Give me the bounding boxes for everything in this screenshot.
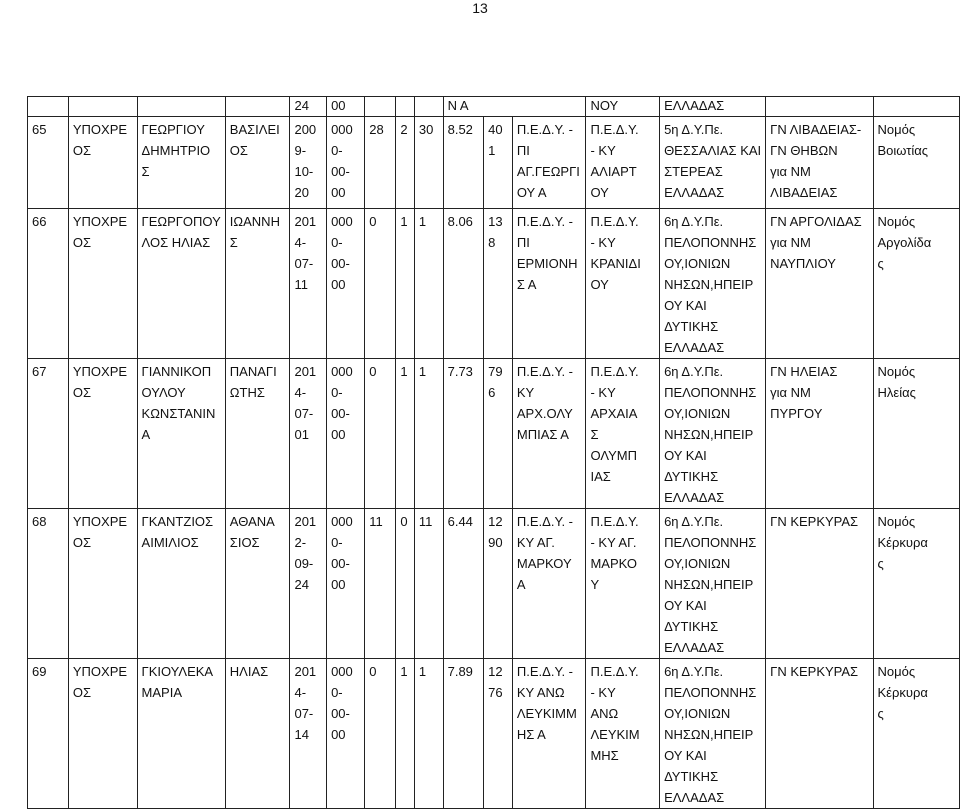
date-line: 07- [294, 406, 314, 421]
obligation-type [68, 359, 137, 509]
health-unit [586, 209, 660, 359]
score: 8.52 [443, 117, 484, 209]
health-unit-line: Π.Ε.Δ.Υ. [590, 214, 639, 229]
code-line: 000 [331, 214, 353, 229]
prefecture [873, 117, 959, 209]
continuation-cell [225, 97, 290, 117]
score: 8.06 [443, 209, 484, 359]
health-region-line: ΟΥ ΚΑΙ [664, 748, 707, 763]
rank [484, 117, 513, 209]
health-region-line: ΟΥ,ΙΟΝΙΩΝ [664, 556, 731, 571]
date-line: 11 [294, 277, 308, 292]
health-region-line: ΟΥ ΚΑΙ [664, 448, 707, 463]
rank-line: 40 [488, 122, 503, 137]
father-name [225, 209, 290, 359]
school-line: Σ Α [516, 277, 537, 292]
prefecture-line: Ηλείας [877, 385, 916, 400]
health-region-line: 6η Δ.Υ.Πε. [664, 364, 724, 379]
rank-line: 1 [488, 143, 496, 158]
rank-line: 90 [488, 535, 503, 550]
continuation-cell: 24 [290, 97, 327, 117]
health-region-line: ΠΕΛΟΠΟΝΝΗΣ [664, 535, 757, 550]
obligation-type-line: ΟΣ [72, 535, 92, 550]
value-3: 11 [414, 509, 443, 659]
code-line: 00- [331, 256, 350, 271]
health-region-line: ΔΥΤΙΚΗΣ [664, 469, 719, 484]
row-number-line: 65 [32, 122, 47, 137]
health-unit-line: - ΚΥ [590, 385, 616, 400]
health-unit [586, 659, 660, 809]
code-line: 00 [331, 577, 346, 592]
value-2: 2 [396, 117, 414, 209]
health-region-line: 5η Δ.Υ.Πε. [664, 122, 724, 137]
school-line: ΠΙ [516, 143, 530, 158]
health-unit-line: - ΚΥ [590, 143, 616, 158]
code-line: 000 [331, 664, 353, 679]
health-region-line: ΟΥ,ΙΟΝΙΩΝ [664, 406, 731, 421]
table-row [28, 509, 960, 659]
school [512, 359, 586, 509]
code-line: 0- [331, 685, 343, 700]
rank [484, 209, 513, 359]
health-region-line: ΔΥΤΙΚΗΣ [664, 319, 719, 334]
date [290, 209, 327, 359]
father-name-line: ΟΣ [229, 143, 248, 158]
surname-line: ΓΙΑΝΝΙΚΟΠ [141, 364, 212, 379]
hospital-line: για ΝΜ [770, 235, 811, 250]
health-region-line: 6η Δ.Υ.Πε. [664, 214, 724, 229]
health-unit-line: Π.Ε.Δ.Υ. [590, 122, 639, 137]
health-region [660, 209, 766, 359]
school-line: ΜΠΙΑΣ Α [516, 427, 569, 442]
school-line: ΜΑΡΚΟΥ [516, 556, 572, 571]
surname-line: ΔΗΜΗΤΡΙΟ [141, 143, 211, 158]
obligation-type [68, 659, 137, 809]
health-region-line: ΕΛΛΑΔΑΣ [664, 790, 725, 805]
health-region-line: ΝΗΣΩΝ,ΗΠΕΙΡ [664, 577, 754, 592]
row-number [28, 359, 69, 509]
health-unit-line: Π.Ε.Δ.Υ. [590, 514, 639, 529]
code-line: 00- [331, 556, 350, 571]
date-line: 10- [294, 164, 314, 179]
score: 6.44 [443, 509, 484, 659]
row-number-line: 68 [32, 514, 47, 529]
prefecture-line: Βοιωτίας [877, 143, 929, 158]
date-line: 09- [294, 556, 314, 571]
continuation-cell [873, 97, 959, 117]
school-line: ΗΣ Α [516, 727, 546, 742]
prefecture-line: ς [877, 256, 884, 271]
school-line: Π.Ε.Δ.Υ. - [516, 364, 573, 379]
father-name-line: ΩΤΗΣ [229, 385, 265, 400]
continuation-cell [68, 97, 137, 117]
hospital-line: ΠΥΡΓΟΥ [770, 406, 823, 421]
prefecture-line: ς [877, 706, 884, 721]
date-line: 24 [294, 577, 309, 592]
table-row [28, 359, 960, 509]
obligation-type [68, 117, 137, 209]
date-line: 2- [294, 535, 307, 550]
code-line: 00- [331, 706, 350, 721]
date-line: 9- [294, 143, 307, 158]
rank-line: 76 [488, 685, 503, 700]
health-region-line: ΠΕΛΟΠΟΝΝΗΣ [664, 235, 757, 250]
continuation-cell [396, 97, 414, 117]
school-line: ΚΥ ΑΓ. [516, 535, 555, 550]
date [290, 509, 327, 659]
prefecture-line: Νομός [877, 514, 916, 529]
date-line: 200 [294, 122, 317, 137]
row-number-line: 67 [32, 364, 47, 379]
obligation-type [68, 509, 137, 659]
code-line: 00- [331, 406, 350, 421]
school [512, 659, 586, 809]
health-region [660, 659, 766, 809]
hospital-line: ΓΝ ΗΛΕΙΑΣ [770, 364, 838, 379]
school [512, 509, 586, 659]
code-line: 00 [331, 727, 346, 742]
school-line: Π.Ε.Δ.Υ. - [516, 214, 573, 229]
code [327, 359, 365, 509]
date-line: 01 [294, 427, 309, 442]
value-1: 0 [365, 359, 396, 509]
health-region-line: ΘΕΣΣΑΛΙΑΣ ΚΑΙ [664, 143, 762, 158]
health-region [660, 359, 766, 509]
health-unit-line: ΑΡΧΑΙΑ [590, 406, 638, 421]
health-region-line: ΕΛΛΑΔΑΣ [664, 490, 725, 505]
school-line: Π.Ε.Δ.Υ. - [516, 122, 573, 137]
father-name-line: ΙΩΑΝΝΗ [229, 214, 280, 229]
prefecture-line: Νομός [877, 364, 916, 379]
hospital-line: ΓΝ ΛΙΒΑΔΕΙΑΣ- [770, 122, 862, 137]
hospital [766, 209, 873, 359]
continuation-cell [766, 97, 873, 117]
health-unit-line: ΜΗΣ [590, 748, 619, 763]
health-unit-line: ΛΕΥΚΙΜ [590, 727, 640, 742]
code-line: 0- [331, 143, 343, 158]
health-region [660, 509, 766, 659]
value-2: 1 [396, 359, 414, 509]
health-region-line: ΕΛΛΑΔΑΣ [664, 340, 725, 355]
hospital-line: ΓΝ ΚΕΡΚΥΡΑΣ [770, 514, 859, 529]
father-name [225, 509, 290, 659]
surname-line: Α [141, 427, 151, 442]
code-line: 0- [331, 385, 343, 400]
school [512, 117, 586, 209]
code-line: 00- [331, 164, 350, 179]
continuation-cell [365, 97, 396, 117]
table-row [28, 659, 960, 809]
surname [137, 509, 225, 659]
surname-line: ΓΕΩΡΓΙΟΥ [141, 122, 205, 137]
date [290, 659, 327, 809]
hospital-line: ΓΝ ΘΗΒΩΝ [770, 143, 838, 158]
school-line: Π.Ε.Δ.Υ. - [516, 514, 573, 529]
value-2: 1 [396, 209, 414, 359]
father-name-line: Σ [229, 235, 238, 250]
obligation-type-line: ΟΣ [72, 685, 92, 700]
school-line: Α [516, 577, 526, 592]
surname-line: ΚΩΝΣΤΑΝΙΝ [141, 406, 216, 421]
code-line: 00 [331, 185, 346, 200]
rank-line: 8 [488, 235, 496, 250]
continuation-cell: ΝΟΥ [586, 97, 660, 117]
value-2: 0 [396, 509, 414, 659]
code-line: 000 [331, 364, 353, 379]
school-line: ΛΕΥΚΙΜΜ [516, 706, 577, 721]
health-unit-line: - ΚΥ ΑΓ. [590, 535, 637, 550]
value-2: 1 [396, 659, 414, 809]
assignments-table [27, 96, 960, 809]
continuation-cell [28, 97, 69, 117]
hospital [766, 117, 873, 209]
code-line: 0- [331, 535, 343, 550]
row-number [28, 209, 69, 359]
prefecture [873, 509, 959, 659]
health-unit-line: ΑΝΩ [590, 706, 619, 721]
health-region-line: ΝΗΣΩΝ,ΗΠΕΙΡ [664, 277, 754, 292]
obligation-type-line: ΟΣ [72, 385, 92, 400]
score: 7.73 [443, 359, 484, 509]
health-region-line: ΟΥ ΚΑΙ [664, 298, 707, 313]
continuation-cell: Ν Α [443, 97, 586, 117]
hospital [766, 659, 873, 809]
prefecture [873, 209, 959, 359]
health-unit-line: ΑΛΙΑΡΤ [590, 164, 637, 179]
value-1: 0 [365, 209, 396, 359]
code-line: 000 [331, 122, 353, 137]
rank-line: 13 [488, 214, 503, 229]
prefecture-line: ς [877, 556, 884, 571]
code-line: 0- [331, 235, 343, 250]
health-region-line: ΟΥ ΚΑΙ [664, 598, 707, 613]
surname-line: ΛΟΣ ΗΛΙΑΣ [141, 235, 211, 250]
health-unit-line: ΟΛΥΜΠ [590, 448, 637, 463]
prefecture-line: Κέρκυρα [877, 685, 928, 700]
school-line: Π.Ε.Δ.Υ. - [516, 664, 573, 679]
health-unit-line: ΙΑΣ [590, 469, 611, 484]
continuation-cell: 00 [327, 97, 365, 117]
health-unit-line: - ΚΥ [590, 235, 616, 250]
surname-line: ΓΚΙΟΥΛΕΚΑ [141, 664, 214, 679]
obligation-type-line: ΥΠΟΧΡΕ [72, 122, 128, 137]
continuation-cell [414, 97, 443, 117]
date-line: 201 [294, 214, 317, 229]
rank [484, 659, 513, 809]
hospital [766, 359, 873, 509]
school-line: ΚΥ ΑΝΩ [516, 685, 565, 700]
father-name [225, 359, 290, 509]
date-line: 14 [294, 727, 309, 742]
value-3: 30 [414, 117, 443, 209]
school-line: ΚΥ [516, 385, 535, 400]
health-region-line: ΕΛΛΑΔΑΣ [664, 640, 725, 655]
date [290, 359, 327, 509]
surname-line: Σ [141, 164, 150, 179]
health-unit [586, 359, 660, 509]
surname-line: ΓΚΑΝΤΖΙΟΣ [141, 514, 214, 529]
value-1: 11 [365, 509, 396, 659]
hospital-line: ΓΝ ΚΕΡΚΥΡΑΣ [770, 664, 859, 679]
hospital-line: για ΝΜ [770, 385, 811, 400]
health-region-line: ΝΗΣΩΝ,ΗΠΕΙΡ [664, 427, 754, 442]
value-3: 1 [414, 359, 443, 509]
date-line: 07- [294, 706, 314, 721]
surname-line: ΑΙΜΙΛΙΟΣ [141, 535, 199, 550]
hospital [766, 509, 873, 659]
hospital-line: ΛΙΒΑΔΕΙΑΣ [770, 185, 838, 200]
health-unit [586, 117, 660, 209]
health-unit [586, 509, 660, 659]
table-row [28, 117, 960, 209]
rank-line: 79 [488, 364, 503, 379]
prefecture-line: Νομός [877, 122, 916, 137]
obligation-type-line: ΥΠΟΧΡΕ [72, 214, 128, 229]
health-unit-line: - ΚΥ [590, 685, 616, 700]
code-line: 00 [331, 427, 346, 442]
table-row-continuation [28, 97, 960, 117]
row-number [28, 659, 69, 809]
rank-line: 12 [488, 514, 503, 529]
hospital-line: ΝΑΥΠΛΙΟΥ [770, 256, 836, 271]
prefecture [873, 659, 959, 809]
hospital-line: για ΝΜ [770, 164, 811, 179]
obligation-type-line: ΥΠΟΧΡΕ [72, 364, 128, 379]
health-unit-line: Υ [590, 577, 600, 592]
surname-line: ΟΥΛΟΥ [141, 385, 186, 400]
prefecture-line: Αργολίδα [877, 235, 932, 250]
prefecture-line: Νομός [877, 214, 916, 229]
row-number [28, 117, 69, 209]
father-name [225, 117, 290, 209]
continuation-cell [137, 97, 225, 117]
prefecture [873, 359, 959, 509]
date-line: 4- [294, 385, 307, 400]
father-name-line: ΗΛΙΑΣ [229, 664, 269, 679]
code [327, 509, 365, 659]
health-region-line: ΝΗΣΩΝ,ΗΠΕΙΡ [664, 727, 754, 742]
prefecture-line: Κέρκυρα [877, 535, 928, 550]
row-number-line: 69 [32, 664, 47, 679]
surname-line: ΜΑΡΙΑ [141, 685, 183, 700]
health-unit-line: ΚΡΑΝΙΔΙ [590, 256, 641, 271]
code [327, 117, 365, 209]
date-line: 4- [294, 685, 307, 700]
rank-line: 6 [488, 385, 496, 400]
health-region-line: ΠΕΛΟΠΟΝΝΗΣ [664, 385, 757, 400]
date-line: 201 [294, 664, 317, 679]
health-unit-line: ΜΑΡΚΟ [590, 556, 638, 571]
rank [484, 509, 513, 659]
health-region-line: 6η Δ.Υ.Πε. [664, 514, 724, 529]
father-name-line: ΣΙΟΣ [229, 535, 260, 550]
surname [137, 209, 225, 359]
row-number [28, 509, 69, 659]
code [327, 209, 365, 359]
date [290, 117, 327, 209]
obligation-type [68, 209, 137, 359]
page-number: 13 [472, 0, 488, 16]
code-line: 00 [331, 277, 346, 292]
rank-line: 12 [488, 664, 503, 679]
health-unit-line: ΟΥ [590, 277, 609, 292]
surname-line: ΓΕΩΡΓΟΠΟΥ [141, 214, 221, 229]
school-line: ΠΙ [516, 235, 530, 250]
value-1: 28 [365, 117, 396, 209]
school-line: ΑΡΧ.ΟΛΥ [516, 406, 573, 421]
code-line: 000 [331, 514, 353, 529]
table-row [28, 209, 960, 359]
health-region-line: ΠΕΛΟΠΟΝΝΗΣ [664, 685, 757, 700]
health-region-line: 6η Δ.Υ.Πε. [664, 664, 724, 679]
hospital-line: ΓΝ ΑΡΓΟΛΙΔΑΣ [770, 214, 862, 229]
health-region [660, 117, 766, 209]
health-unit-line: Σ [590, 427, 599, 442]
school [512, 209, 586, 359]
health-region-line: ΕΛΛΑΔΑΣ [664, 185, 725, 200]
code [327, 659, 365, 809]
value-3: 1 [414, 659, 443, 809]
date-line: 4- [294, 235, 307, 250]
health-unit-line: ΟΥ [590, 185, 609, 200]
value-1: 0 [365, 659, 396, 809]
health-unit-line: Π.Ε.Δ.Υ. [590, 364, 639, 379]
date-line: 201 [294, 514, 317, 529]
health-unit-line: Π.Ε.Δ.Υ. [590, 664, 639, 679]
surname [137, 117, 225, 209]
value-3: 1 [414, 209, 443, 359]
obligation-type-line: ΟΣ [72, 235, 92, 250]
surname [137, 359, 225, 509]
continuation-cell: ΕΛΛΑΔΑΣ [660, 97, 766, 117]
health-region-line: ΟΥ,ΙΟΝΙΩΝ [664, 256, 731, 271]
score: 7.89 [443, 659, 484, 809]
school-line: ΕΡΜΙΟΝΗ [516, 256, 578, 271]
date-line: 20 [294, 185, 309, 200]
health-region-line: ΣΤΕΡΕΑΣ [664, 164, 723, 179]
father-name-line: ΠΑΝΑΓΙ [229, 364, 277, 379]
date-line: 07- [294, 256, 314, 271]
obligation-type-line: ΟΣ [72, 143, 92, 158]
obligation-type-line: ΥΠΟΧΡΕ [72, 664, 128, 679]
obligation-type-line: ΥΠΟΧΡΕ [72, 514, 128, 529]
surname [137, 659, 225, 809]
father-name-line: ΒΑΣΙΛΕΙ [229, 122, 280, 137]
row-number-line: 66 [32, 214, 47, 229]
school-line: ΑΓ.ΓΕΩΡΓΙ [516, 164, 580, 179]
health-region-line: ΔΥΤΙΚΗΣ [664, 619, 719, 634]
health-region-line: ΔΥΤΙΚΗΣ [664, 769, 719, 784]
school-line: ΟΥ Α [516, 185, 547, 200]
rank [484, 359, 513, 509]
prefecture-line: Νομός [877, 664, 916, 679]
date-line: 201 [294, 364, 317, 379]
health-region-line: ΟΥ,ΙΟΝΙΩΝ [664, 706, 731, 721]
father-name-line: ΑΘΑΝΑ [229, 514, 275, 529]
father-name [225, 659, 290, 809]
